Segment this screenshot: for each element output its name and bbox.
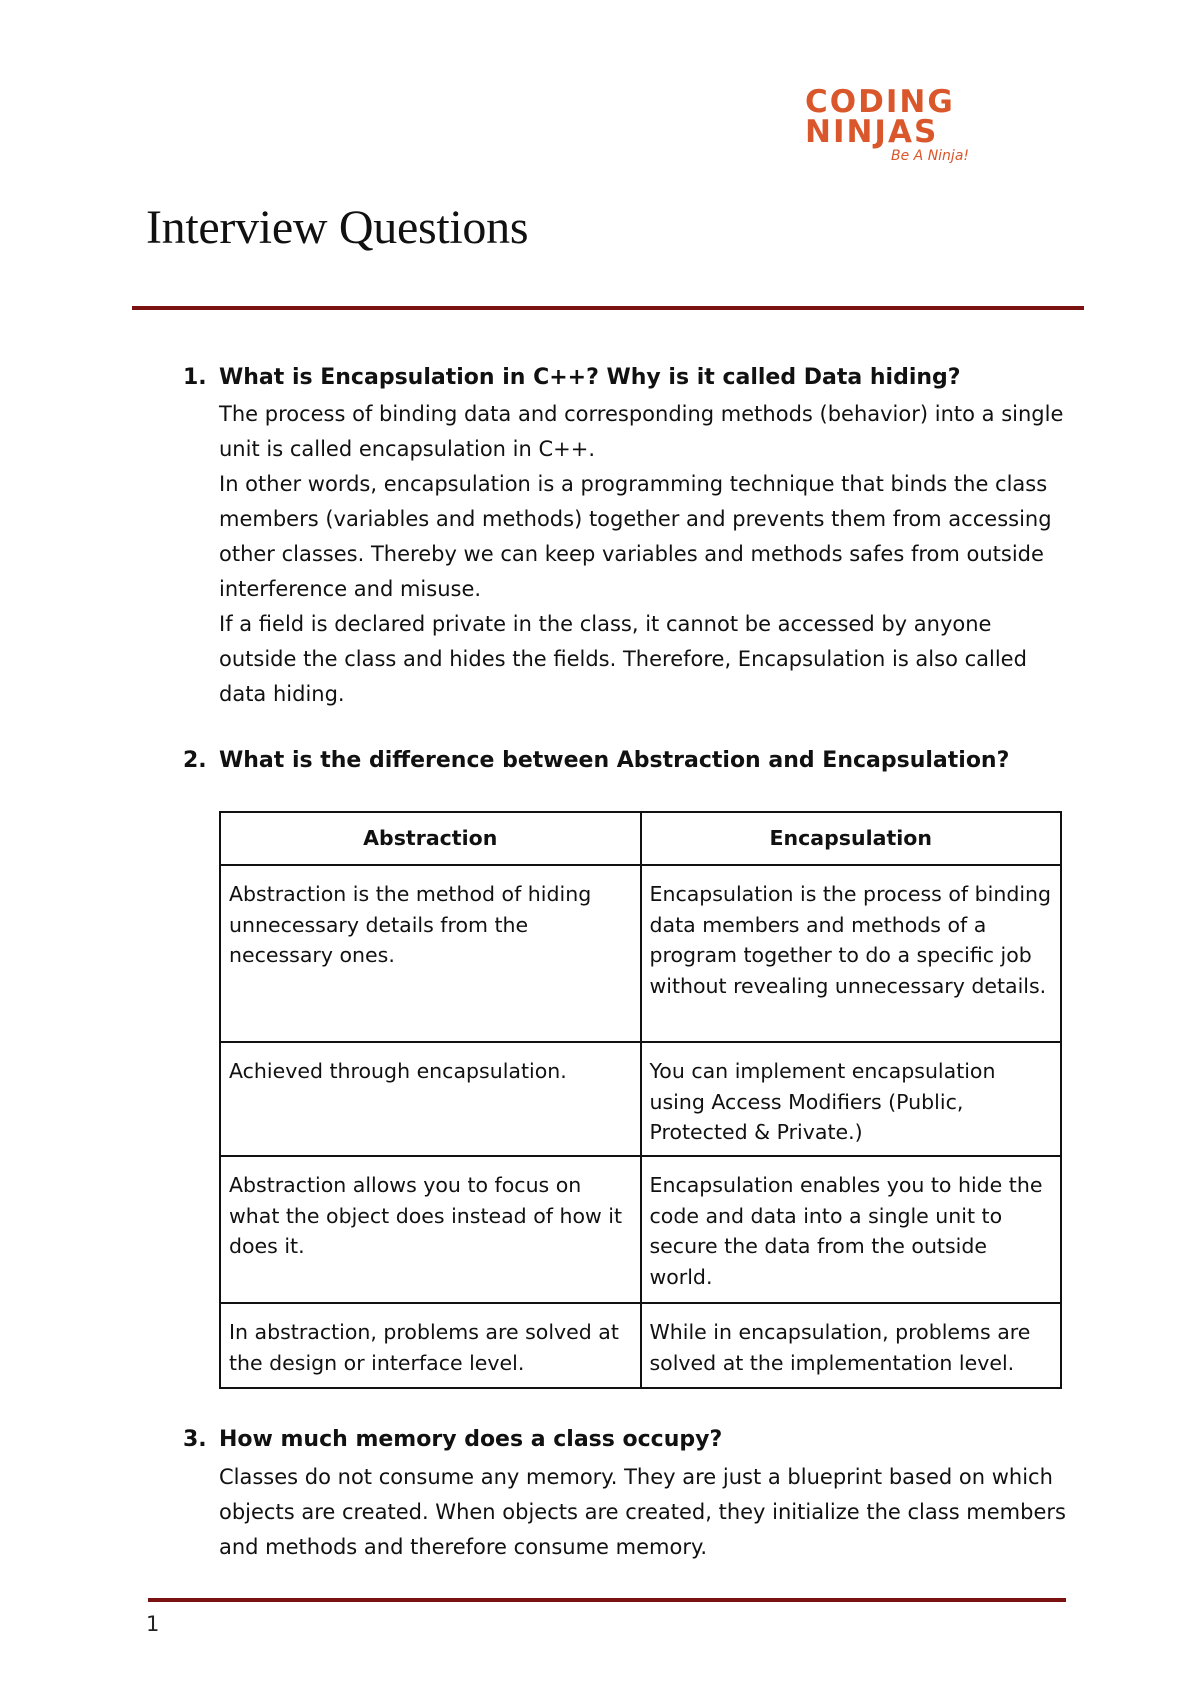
question-3 bbox=[183, 1425, 1069, 1565]
comparison-table bbox=[219, 811, 1062, 1389]
logo-line2: NINJAS bbox=[805, 114, 939, 150]
page-number: 1 bbox=[146, 1612, 160, 1636]
table-header-row bbox=[220, 812, 1061, 865]
table-cell: Achieved through encapsulation. bbox=[220, 1042, 641, 1156]
question-number: 1. bbox=[183, 365, 207, 390]
questions-list bbox=[183, 363, 1069, 1565]
question-1 bbox=[183, 363, 1069, 712]
page-title: Interview Questions bbox=[146, 201, 529, 254]
question-text: How much memory does a class occupy? bbox=[219, 1427, 723, 1452]
question-title bbox=[183, 1425, 1069, 1455]
answer-paragraph: The process of binding data and corresponding methods (behavior) into a single unit is called encapsulation in C++. bbox=[219, 402, 1064, 461]
logo-tagline: Be A Ninja! bbox=[891, 148, 970, 164]
table-cell: While in encapsulation, problems are solved at the implementation level. bbox=[641, 1303, 1062, 1388]
table-cell: Abstraction allows you to focus on what the object does instead of how it does it. bbox=[220, 1156, 641, 1303]
question-number: 3. bbox=[183, 1427, 207, 1452]
table-row bbox=[220, 1156, 1061, 1303]
coding-ninjas-logo bbox=[805, 86, 995, 166]
answer-paragraph: If a field is declared private in the class, it cannot be accessed by anyone outside the class and hides the fields. Therefore, Encapsulation is also called data hiding. bbox=[219, 612, 1027, 706]
question-text: What is Encapsulation in C++? Why is it called Data hiding? bbox=[219, 365, 961, 390]
question-title bbox=[183, 363, 1069, 393]
question-2 bbox=[183, 746, 1069, 1389]
answer-paragraph: In other words, encapsulation is a programming technique that binds the class members (variables and methods) together and prevents them from accessing other classes. Thereby we can keep variables and methods safes from outside interference and misuse. bbox=[219, 472, 1052, 601]
table-row bbox=[220, 1303, 1061, 1388]
question-number: 2. bbox=[183, 748, 207, 773]
question-title bbox=[183, 746, 1069, 776]
table-header-cell: Encapsulation bbox=[641, 812, 1062, 865]
table-row bbox=[220, 865, 1061, 1042]
table-cell: Encapsulation is the process of binding data members and methods of a program together to do a specific job without revealing unnecessary details. bbox=[641, 865, 1062, 1042]
table-cell: Abstraction is the method of hiding unnecessary details from the necessary ones. bbox=[220, 865, 641, 1042]
table-row bbox=[220, 1042, 1061, 1156]
logo-line1: CODING bbox=[805, 86, 955, 120]
answer bbox=[219, 1460, 1069, 1565]
table-cell: You can implement encapsulation using Access Modifiers (Public, Protected & Private.) bbox=[641, 1042, 1062, 1156]
header-divider bbox=[132, 306, 1084, 310]
answer bbox=[219, 397, 1069, 712]
table-header-cell: Abstraction bbox=[220, 812, 641, 865]
table-cell: In abstraction, problems are solved at the design or interface level. bbox=[220, 1303, 641, 1388]
table-cell: Encapsulation enables you to hide the code and data into a single unit to secure the data from the outside world. bbox=[641, 1156, 1062, 1303]
answer-paragraph: Classes do not consume any memory. They are just a blueprint based on which objects are created. When objects are created, they initialize the class members and methods and therefore consume memory. bbox=[219, 1465, 1066, 1559]
footer-divider bbox=[148, 1598, 1066, 1602]
question-text: What is the difference between Abstraction and Encapsulation? bbox=[219, 748, 1010, 773]
